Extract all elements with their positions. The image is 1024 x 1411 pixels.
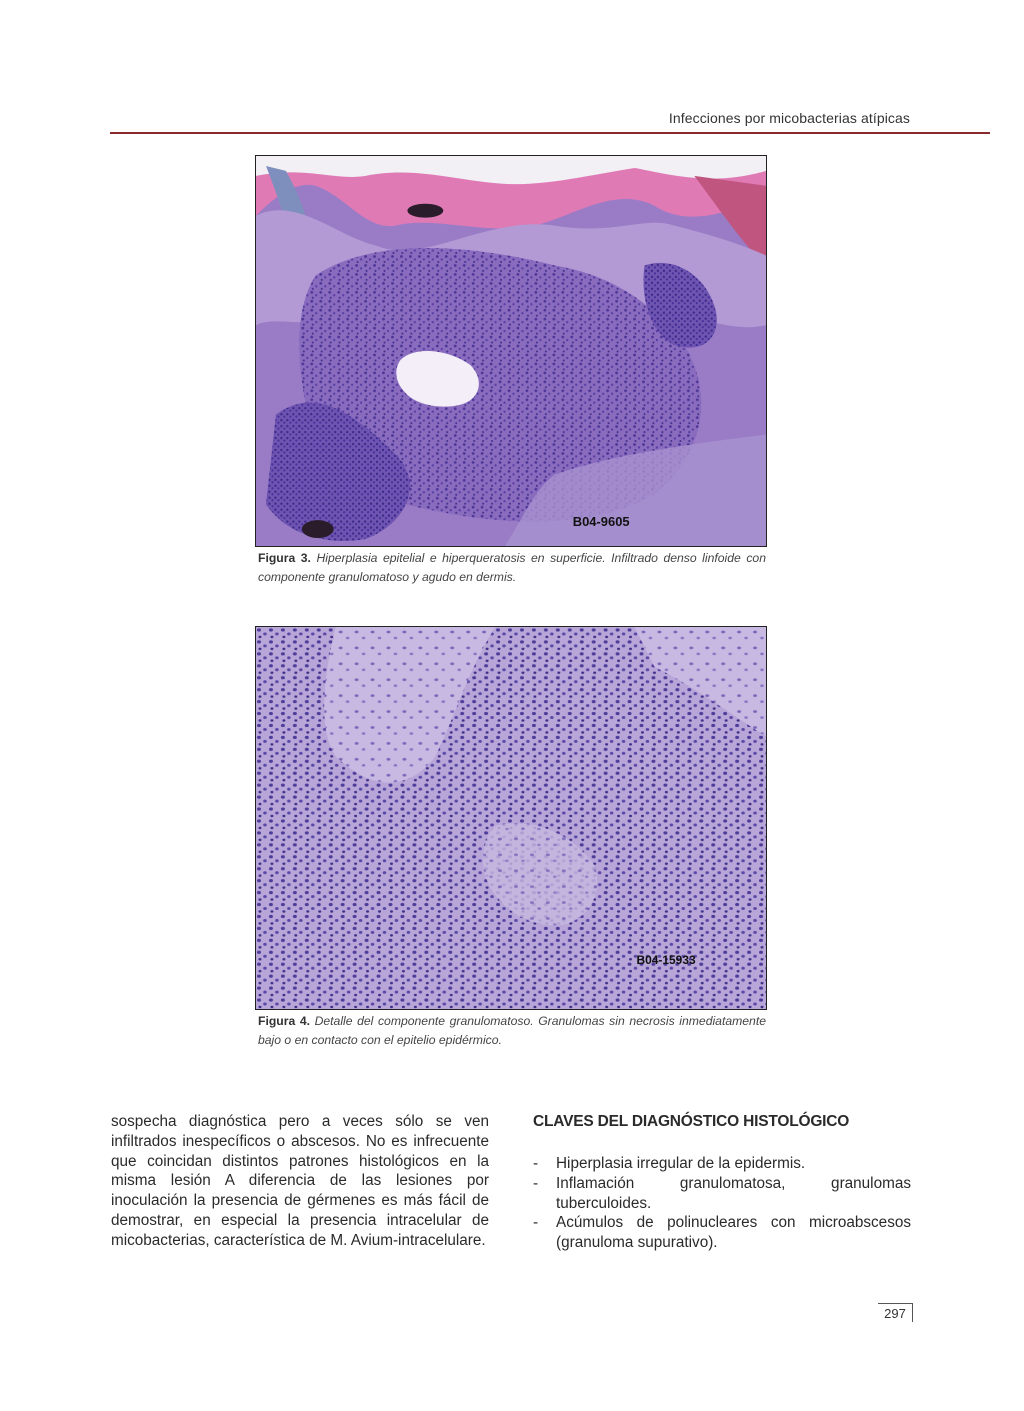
figure-3-caption [258,549,766,586]
body-left-paragraph: sospecha diagnóstica pero a veces sólo se ven infiltrados inespecíficos o abscesos. No es infrecuente que coincidan distintos patrones histológicos en la misma lesión A diferencia de las lesiones por inoculación la presencia de gérmenes es más fácil de demostrar, en especial la presencia intracelular de micobacterias, característica de M. Avium-intracelulare. [111,1113,489,1249]
section-title: CLAVES DEL DIAGNÓSTICO HISTOLÓGICO [533,1113,850,1130]
list-item [533,1154,911,1174]
running-header: Infecciones por micobacterias atípicas [668,110,910,126]
dash-bullet: - [533,1174,539,1192]
caption-text: Hiperplasia epitelial e hiperqueratosis en superficie. Infiltrado denso linfoide con componente granulomatoso y agudo en dermis. [258,551,766,584]
figure-3-image [255,155,767,547]
slide-label-fig4: B04-15933 [636,953,696,968]
list-item-text: Hiperplasia irregular de la epidermis. [556,1155,806,1172]
list-item-text: Acúmulos de polinucleares con microabscesos (granuloma supurativo). [556,1214,911,1252]
list-item-text: Inflamación granulomatosa, granulomas tuberculoides. [556,1174,911,1212]
caption-label: Figura 3. [258,551,311,565]
caption-text: Detalle del componente granulomatoso. Granulomas sin necrosis inmediatamente bajo o en contacto con el epitelio epidérmico. [258,1014,766,1047]
diagnostic-keys-section [533,1112,911,1253]
diagnostic-keys-list [533,1154,911,1253]
caption-label: Figura 4. [258,1014,310,1028]
list-item [533,1213,911,1253]
dash-bullet: - [533,1214,539,1232]
figure-4-caption [258,1012,766,1049]
figure-4-image [255,626,767,1010]
page-number: 297 [878,1303,913,1322]
header-rule [110,132,990,134]
dash-bullet: - [533,1155,539,1172]
slide-label-fig3: B04-9605 [572,514,630,530]
list-item [533,1174,911,1214]
